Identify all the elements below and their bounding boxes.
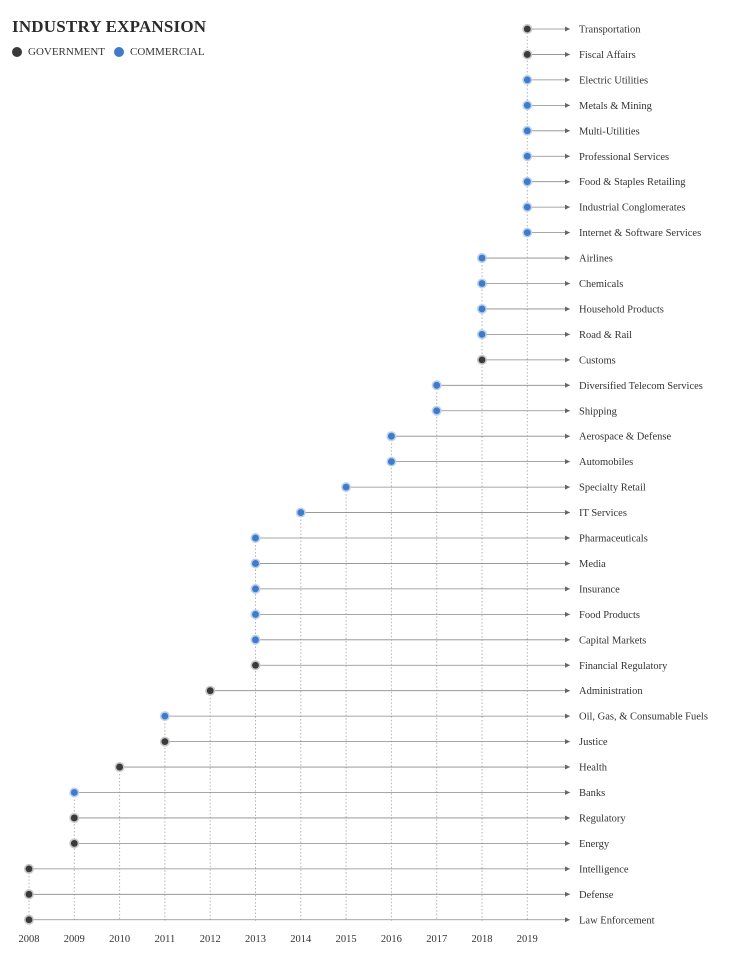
label-electric-utilities: Electric Utilities bbox=[579, 75, 649, 87]
point-road-rail bbox=[479, 331, 486, 338]
label-media: Media bbox=[579, 558, 606, 570]
label-chemicals: Chemicals bbox=[579, 279, 624, 290]
label-road-rail: Road & Rail bbox=[579, 329, 633, 341]
point-professional-services bbox=[524, 153, 531, 160]
label-intelligence: Intelligence bbox=[579, 864, 629, 876]
point-fiscal-affairs bbox=[524, 51, 531, 58]
label-diversified-telecom-services: Diversified Telecom Services bbox=[579, 380, 703, 392]
point-financial-regulatory bbox=[252, 662, 259, 669]
point-food-products bbox=[252, 611, 259, 618]
label-layer bbox=[579, 25, 708, 927]
point-intelligence bbox=[26, 865, 33, 872]
point-justice bbox=[162, 738, 169, 745]
point-aerospace-defense bbox=[388, 433, 395, 440]
point-customs bbox=[479, 356, 486, 363]
x-tick-2012: 2012 bbox=[199, 934, 221, 945]
point-household-products bbox=[479, 306, 486, 313]
label-defense: Defense bbox=[579, 889, 614, 901]
label-transportation: Transportation bbox=[579, 24, 641, 36]
x-tick-2018: 2018 bbox=[471, 934, 493, 945]
point-metals-mining bbox=[524, 102, 531, 109]
point-media bbox=[252, 560, 259, 567]
point-chemicals bbox=[479, 280, 486, 287]
label-internet-software-services: Internet & Software Services bbox=[579, 228, 702, 240]
x-tick-2015: 2015 bbox=[335, 934, 357, 945]
point-capital-markets bbox=[252, 636, 259, 643]
point-pharmaceuticals bbox=[252, 535, 259, 542]
point-oil-gas-consumable-fuels bbox=[162, 713, 169, 720]
label-automobiles: Automobiles bbox=[579, 457, 634, 469]
label-financial-regulatory: Financial Regulatory bbox=[579, 660, 668, 672]
label-food-staples-retailing: Food & Staples Retailing bbox=[579, 177, 686, 189]
label-multi-utilities: Multi-Utilities bbox=[579, 126, 640, 138]
legend-government-label: GOVERNMENT bbox=[28, 46, 105, 58]
x-tick-2013: 2013 bbox=[245, 934, 266, 945]
label-insurance: Insurance bbox=[579, 584, 620, 596]
label-customs: Customs bbox=[579, 355, 616, 367]
x-tick-2017: 2017 bbox=[426, 934, 448, 945]
x-axis-ticks bbox=[19, 934, 538, 945]
point-administration bbox=[207, 687, 214, 694]
label-regulatory: Regulatory bbox=[579, 813, 626, 825]
label-oil-gas-consumable-fuels: Oil, Gas, & Consumable Fuels bbox=[579, 711, 708, 723]
x-tick-2008: 2008 bbox=[18, 934, 40, 945]
x-tick-2009: 2009 bbox=[63, 934, 85, 945]
point-diversified-telecom-services bbox=[433, 382, 440, 389]
point-it-services bbox=[297, 509, 304, 516]
label-pharmaceuticals: Pharmaceuticals bbox=[579, 533, 648, 545]
point-insurance bbox=[252, 586, 259, 593]
label-shipping: Shipping bbox=[579, 406, 617, 418]
point-specialty-retail bbox=[343, 484, 350, 491]
point-regulatory bbox=[71, 815, 78, 822]
point-automobiles bbox=[388, 458, 395, 465]
label-food-products: Food Products bbox=[579, 609, 640, 621]
label-justice: Justice bbox=[579, 737, 608, 749]
label-household-products: Household Products bbox=[579, 304, 664, 316]
point-electric-utilities bbox=[524, 77, 531, 84]
point-energy bbox=[71, 840, 78, 847]
chart-title: INDUSTRY EXPANSION bbox=[12, 17, 207, 36]
point-health bbox=[116, 764, 123, 771]
connector-layer bbox=[29, 29, 570, 920]
label-health: Health bbox=[579, 762, 607, 774]
point-multi-utilities bbox=[524, 127, 531, 134]
label-energy: Energy bbox=[579, 838, 610, 850]
x-tick-2010: 2010 bbox=[109, 934, 131, 945]
label-capital-markets: Capital Markets bbox=[579, 635, 647, 647]
label-aerospace-defense: Aerospace & Defense bbox=[579, 431, 672, 443]
point-food-staples-retailing bbox=[524, 178, 531, 185]
point-industrial-conglomerates bbox=[524, 204, 531, 211]
grid-layer bbox=[29, 29, 527, 921]
label-airlines: Airlines bbox=[579, 253, 613, 265]
point-law-enforcement bbox=[26, 916, 33, 923]
point-layer bbox=[24, 24, 532, 925]
point-banks bbox=[71, 789, 78, 796]
point-defense bbox=[26, 891, 33, 898]
label-industrial-conglomerates: Industrial Conglomerates bbox=[579, 202, 686, 214]
label-law-enforcement: Law Enforcement bbox=[579, 915, 655, 927]
point-internet-software-services bbox=[524, 229, 531, 236]
point-shipping bbox=[433, 407, 440, 414]
point-airlines bbox=[479, 255, 486, 262]
x-tick-2016: 2016 bbox=[380, 934, 402, 945]
label-administration: Administration bbox=[579, 686, 643, 698]
x-tick-2019: 2019 bbox=[516, 934, 538, 945]
label-fiscal-affairs: Fiscal Affairs bbox=[579, 49, 636, 61]
x-tick-2011: 2011 bbox=[154, 934, 176, 945]
label-it-services: IT Services bbox=[579, 508, 627, 520]
label-banks: Banks bbox=[579, 788, 606, 799]
x-tick-2014: 2014 bbox=[290, 934, 312, 945]
label-metals-mining: Metals & Mining bbox=[579, 100, 652, 112]
legend-commercial-label: COMMERCIAL bbox=[130, 46, 205, 58]
label-professional-services: Professional Services bbox=[579, 151, 670, 163]
point-transportation bbox=[524, 26, 531, 33]
label-specialty-retail: Specialty Retail bbox=[579, 482, 646, 494]
